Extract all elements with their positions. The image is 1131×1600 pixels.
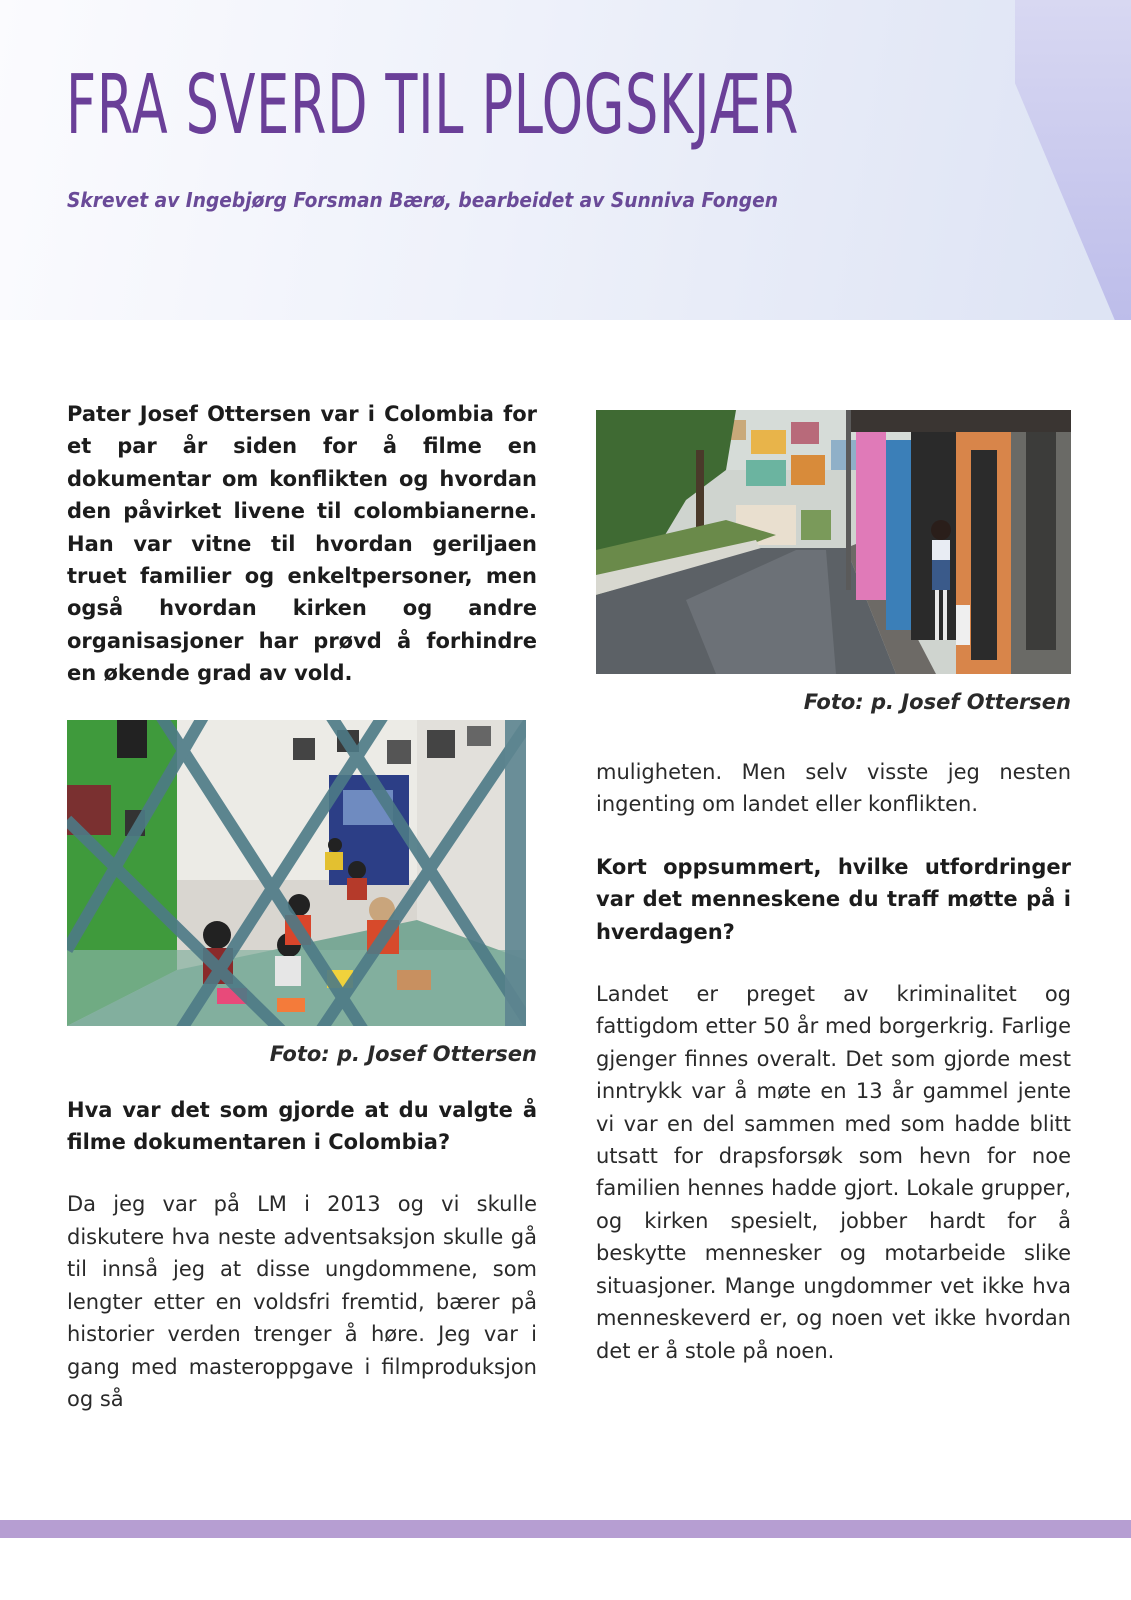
street-photo-figure: [596, 410, 1071, 716]
right-column: [596, 410, 1071, 1367]
article-title: FRA SVERD TIL PLOGSKJÆR: [66, 58, 799, 153]
classroom-photo: [67, 720, 526, 1026]
article-byline: Skrevet av Ingebjørg Forsman Bærø, bearbeidet av Sunniva Fongen: [67, 188, 778, 212]
answer-1-continued: muligheten. Men selv visste jeg nesten ingenting om landet eller konflikten.: [596, 760, 1071, 817]
question-1: Hva var det som gjorde at du valgte å filme dokumentaren i Colombia?: [67, 1097, 537, 1155]
classroom-photo-figure: [67, 720, 537, 1068]
intro-paragraph: Pater Josef Ottersen var i Colombia for et par år siden for å filme en dokumentar om konflikten og hvordan den påvirket livene til colombianerne. Han var vitne til hvordan geriljaen truet familier og enkeltpersoner, men også hvordan kirken og andre organisasjoner har prøvd å forhindre en økende grad av vold.: [67, 402, 537, 686]
answer-2-paragraph: Landet er preget av kriminalitet og fattigdom etter 50 år med borgerkrig. Farlige gjenger finnes overalt. Det som gjorde mest inntrykk var å møte en 13 år gammel jente vi var en del sammen med som hadde blitt utsatt for drapsforsøk som hevn for noe familien hennes hadde gjort. Lokale grupper, og kirken spesielt, jobber hardt for å beskytte mennesker og motarbeide slike situasjoner. Mange ungdommer vet ikke hva menneskeverd er, og noen vet ikke hvordan det er å stole på noen.: [596, 982, 1071, 1363]
page-header: [0, 0, 1131, 320]
street-photo-caption: Foto: p. Josef Ottersen: [803, 690, 1071, 714]
street-photo: [596, 410, 1071, 674]
answer-1-paragraph: Da jeg var på LM i 2013 og vi skulle diskutere hva neste adventsaksjon skulle gå til innså jeg at disse ungdommene, som lengter etter en voldsfri fremtid, bærer på historier verden trenger å høre. Jeg var i gang med masteroppgave i filmproduksjon og så: [67, 1192, 537, 1411]
footer-bar: [0, 1520, 1131, 1538]
classroom-photo-caption: Foto: p. Josef Ottersen: [269, 1041, 537, 1066]
left-column: [67, 398, 537, 1415]
header-corner-decoration: [1015, 0, 1131, 320]
question-2: Kort oppsummert, hvilke utfordringer var det menneskene du traff møtte på i hverdagen?: [596, 854, 1071, 944]
